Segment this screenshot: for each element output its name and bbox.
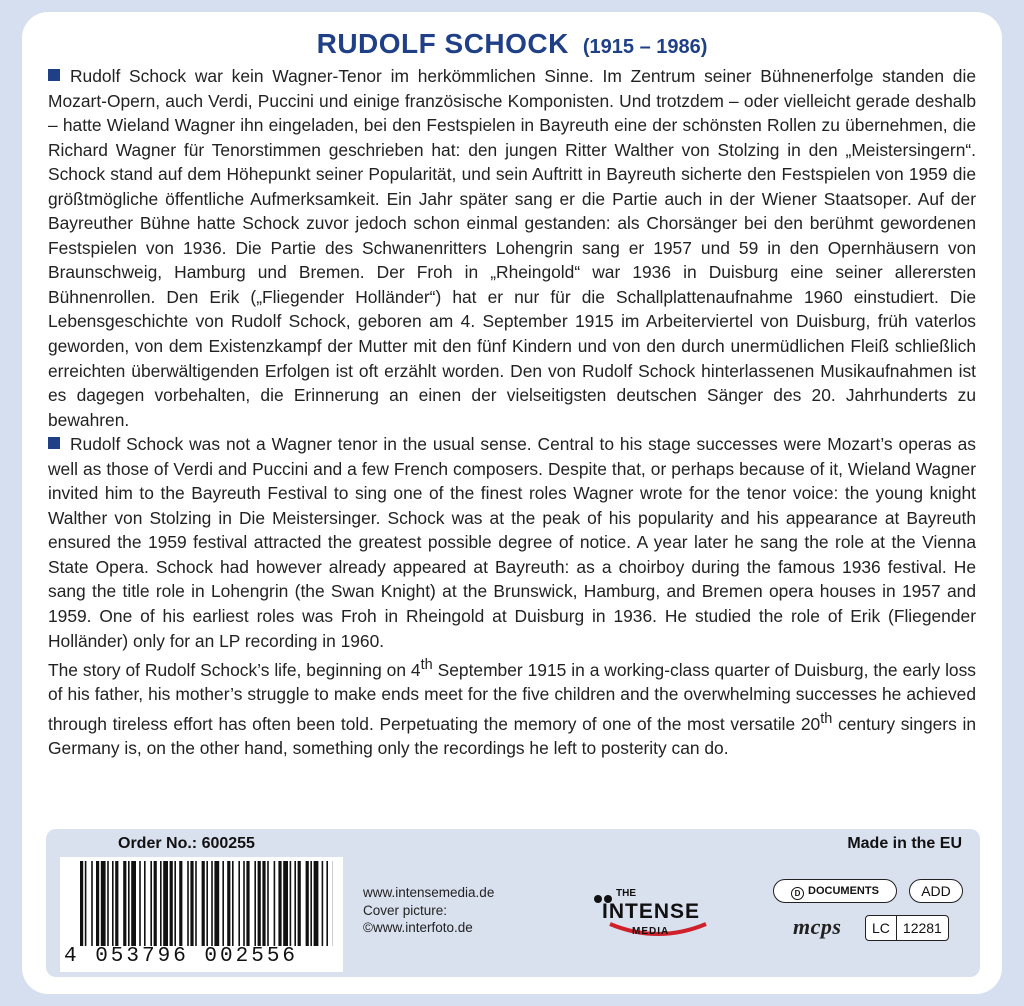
english-text-2c: century singers in Germany is, on the other hand, something only the recordings he left to posterity can do. xyxy=(48,713,976,759)
documents-badge xyxy=(773,879,897,903)
english-paragraph xyxy=(48,432,976,653)
publisher-info xyxy=(363,884,494,937)
liner-notes xyxy=(48,64,976,761)
made-in-label: Made in the EU xyxy=(847,835,962,852)
german-text: Rudolf Schock war kein Wagner-Tenor im herkömmlichen Sinne. Im Zentrum seiner Bühnenerfolge standen die Mozart-Opern, auch Verdi, Puccini und einige französische Komponisten. Und trotzdem – oder vielleicht gerade deshalb – hatte Wieland Wagner ihn eingeladen, bei den Festspielen in Bayreuth eine der schönsten Rollen zu übernehmen, die Richard Wagner für Tenorstimmen geschrieben hat: den jungen Ritter Walther von Stolzing in den „Meistersingern“. Schock stand auf dem Höhepunkt seiner Popularität, und sein Auftritt in Bayreuth sicherte den Festspielen von 1959 die größtmögliche öffentliche Aufmerksamkeit. Ein Jahr später sang er die Partie auch in der Wiener Staatsoper. Auf der Bayreuther Bühne hatte Schock zuvor jedoch schon einmal gestanden: als Chorsänger bei den berühmt gewordenen Festspielen von 1936. Die Partie des Schwanenritters Lohengrin sang er 1957 und 59 in den Opernhäusern von Braunschweig, Hamburg und Bremen. Der Froh in „Rheingold“ war 1936 in Duisburg eine seiner allerersten Bühnenrollen. Den Erik („Fliegender Holländer“) hat er nur für die Schallplattenaufnahme 1960 einstudiert. Die Lebensgeschichte von Rudolf Schock, geboren am 4. September 1915 im Arbeiterviertel von Duisburg, früh vaterlos geworden, von dem Existenzkampf der Mutter mit den fünf Kindern und von den durch unermüdlichen Fleiß schließlich erreichten überwältigenden Erfolgen ist oft erzählt worden. Den von Rudolf Schock hinterlassenen Musikaufnahmen ist es dagegen vorbehalten, die Erinnerung an einen der vielseitigsten deutschen Sänger des 20. Jahrhunderts zu bewahren. xyxy=(48,66,976,430)
mcps-logo: mcps xyxy=(793,914,842,939)
intense-media-logo xyxy=(594,888,724,946)
documents-label: DOCUMENTS xyxy=(808,885,879,897)
logo-media: MEDIA xyxy=(632,926,670,937)
lc-number: 12281 xyxy=(896,916,948,940)
barcode-bars xyxy=(80,861,333,946)
barcode xyxy=(60,857,343,972)
logo-intense: INTENSE xyxy=(602,900,701,923)
bullet-square-icon xyxy=(48,69,60,81)
title-years: (1915 – 1986) xyxy=(582,36,708,58)
ordinal-suffix: th xyxy=(820,711,833,728)
label-code xyxy=(865,915,949,941)
barcode-number: 4 053796 002556 xyxy=(64,945,299,968)
logo-the: THE xyxy=(616,888,636,899)
english-text: Rudolf Schock was not a Wagner tenor in the usual sense. Central to his stage successes were Mozart’s operas as well as those of Verdi and Puccini and a few French composers. Despite that, or perhaps because of it, Wieland Wagner invited him to the Bayreuth Festival to sing one of the finest roles Wagner wrote for the tenor voice: the young knight Walther von Stolzing in Die Meistersinger. Schock was at the peak of his popularity and his appearance at Bayreuth ensured the 1959 festival attracted the greatest possible degree of notice. A year later he sang the role at the Vienna State Opera. Schock had however already appeared at Bayreuth: as a choirboy during the famous 1936 festival. He sang the title role in Lohengrin (the Swan Knight) at the Brunswick, Hamburg, and Bremen opera houses in 1957 and 1959. One of his earliest roles was Froh in Rheingold at Duisburg in 1936. He studied the role of Erik (Fliegender Holländer) only for an LP recording in 1960. xyxy=(48,434,976,651)
title-name: RUDOLF SCHOCK xyxy=(316,28,569,59)
english-paragraph-2 xyxy=(48,653,976,761)
cover-label: Cover picture: xyxy=(363,902,448,918)
bullet-square-icon xyxy=(48,437,60,449)
add-badge: ADD xyxy=(909,879,963,903)
website-link[interactable]: www.intensemedia.de xyxy=(363,885,495,900)
documents-logo-icon: D xyxy=(791,887,804,900)
english-text-2a: The story of Rudolf Schock’s life, beginning on 4 xyxy=(48,659,421,680)
german-paragraph xyxy=(48,64,976,432)
english-text-2b: September 1915 in a working-class quarter of Duisburg, the early loss of his father, his mother’s struggle to make ends meet for the five children and the overwhelming successes he achieved through tireless effort has often been told. Perpetuating the memory of one of the most versatile 20 xyxy=(48,659,976,734)
ordinal-suffix: th xyxy=(420,657,433,674)
lc-label: LC xyxy=(872,920,890,936)
order-number: Order No.: 600255 xyxy=(118,835,255,852)
cover-credit: ©www.interfoto.de xyxy=(363,920,473,935)
page-title xyxy=(0,28,1024,60)
